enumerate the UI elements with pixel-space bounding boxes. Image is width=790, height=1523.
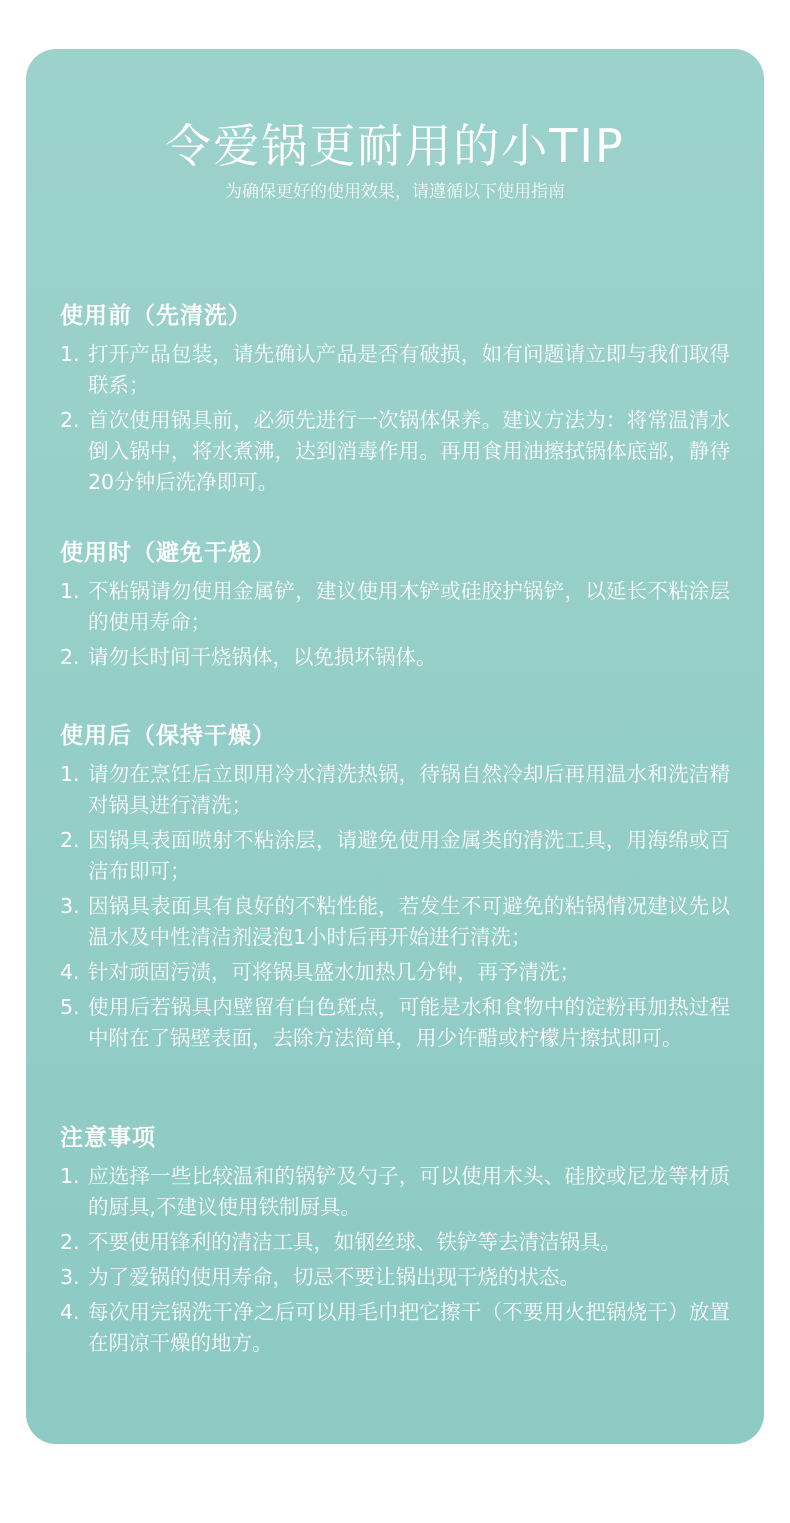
list-item [60,576,730,638]
list-item [60,1161,730,1223]
item-number: 1. [60,342,80,366]
section-precautions [60,1121,730,1363]
section-heading: 使用后（保持干燥） [60,723,276,749]
section-heading: 使用时（避免干烧） [60,540,276,566]
section-heading: 使用前（先清洗） [60,303,252,329]
item-number: 4. [60,960,80,984]
item-text: 使用后若锅具内壁留有白色斑点，可能是水和食物中的淀粉再加热过程中附在了锅壁表面，去除方法简单，用少许醋或柠檬片擦拭即可。 [88,995,730,1050]
item-number: 5. [60,995,80,1019]
item-text: 打开产品包装，请先确认产品是否有破损，如有问题请立即与我们取得联系； [88,342,730,397]
list-item [60,1262,730,1293]
item-text: 不要使用锋利的清洁工具，如钢丝球、铁铲等去清洁锅具。 [88,1230,621,1254]
list-item [60,759,730,821]
list-item [60,891,730,953]
tips-card [26,49,764,1444]
list-item [60,992,730,1054]
item-text: 因锅具表面具有良好的不粘性能，若发生不可避免的粘锅情况建议先以温水及中性清洁剂浸泡1小时后再开始进行清洗； [88,894,730,949]
page-subtitle: 为确保更好的使用效果，请遵循以下使用指南 [225,182,565,202]
list-item [60,339,730,401]
item-number: 2. [60,828,80,852]
item-number: 2. [60,408,80,432]
item-number: 1. [60,762,80,786]
section-after-use [60,719,730,1058]
page-title: 令爱锅更耐用的小TIP [165,119,625,173]
item-text: 为了爱锅的使用寿命，切忌不要让锅出现干烧的状态。 [88,1265,580,1289]
item-number: 1. [60,1164,80,1188]
item-text: 针对顽固污渍，可将锅具盛水加热几分钟，再予清洗； [88,960,580,984]
item-number: 4. [60,1300,80,1324]
list-item [60,1227,730,1258]
item-text: 请勿在烹饪后立即用冷水清洗热锅，待锅自然冷却后再用温水和洗洁精对锅具进行清洗； [88,762,730,817]
tip-list [60,759,730,1054]
item-text: 请勿长时间干烧锅体，以免损坏锅体。 [88,645,437,669]
item-number: 3. [60,894,80,918]
item-text: 因锅具表面喷射不粘涂层，请避免使用金属类的清洗工具，用海绵或百洁布即可； [88,828,730,883]
item-text: 应选择一些比较温和的锅铲及勺子，可以使用木头、硅胶或尼龙等材质的厨具,不建议使用铁制厨具。 [88,1164,730,1219]
item-text: 首次使用锅具前，必须先进行一次锅体保养。建议方法为：将常温清水倒入锅中，将水煮沸，达到消毒作用。再用食用油擦拭锅体底部，静待20分钟后洗净即可。 [88,408,730,494]
list-item [60,642,730,673]
list-item [60,405,730,498]
item-number: 1. [60,579,80,603]
item-text: 不粘锅请勿使用金属铲，建议使用木铲或硅胶护锅铲，以延长不粘涂层的使用寿命； [88,579,730,634]
item-text: 每次用完锅洗干净之后可以用毛巾把它擦干（不要用火把锅烧干）放置在阴凉干燥的地方。 [88,1300,730,1355]
tip-list [60,576,730,673]
tip-list [60,1161,730,1359]
item-number: 3. [60,1265,80,1289]
item-number: 2. [60,645,80,669]
section-before-use [60,299,730,502]
section-during-use [60,536,730,677]
section-heading: 注意事项 [60,1125,156,1151]
item-number: 2. [60,1230,80,1254]
list-item [60,1297,730,1359]
list-item [60,957,730,988]
tip-list [60,339,730,498]
list-item [60,825,730,887]
